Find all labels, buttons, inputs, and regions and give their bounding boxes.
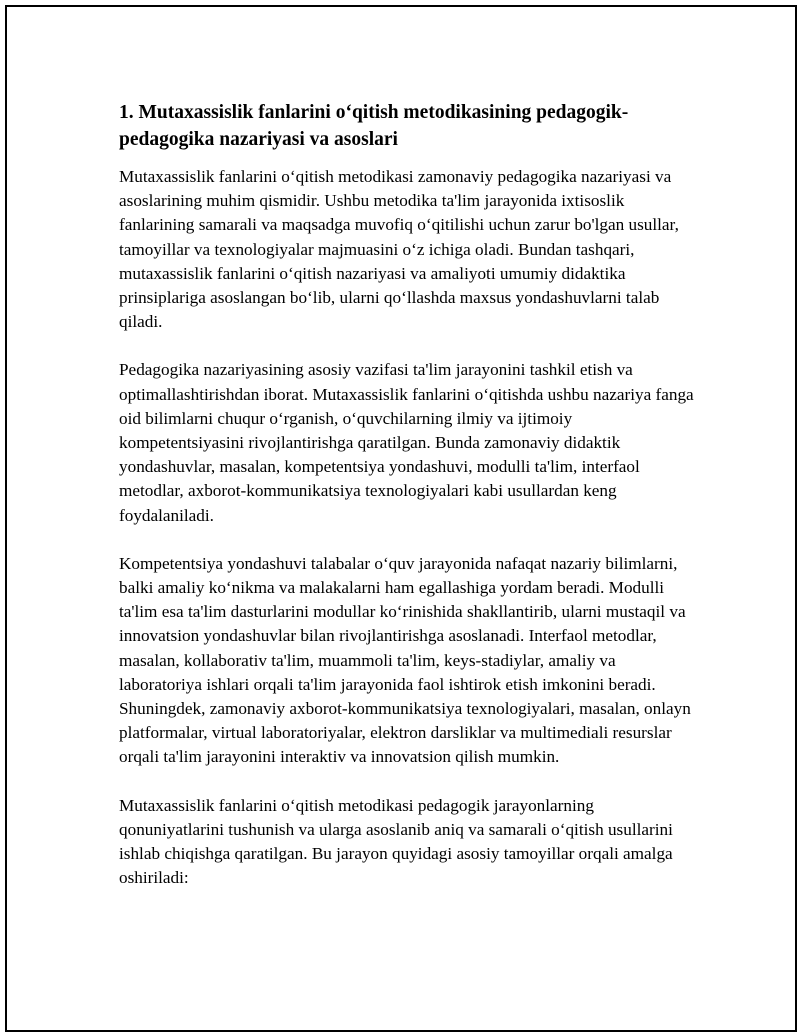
paragraph-3: Kompetentsiya yondashuvi talabalar o‘quv jarayonida nafaqat nazariy bilimlarni, balki amaliy ko‘nikma va malakalarni ham egallashiga yordam beradi. Modulli ta'lim esa ta'lim dasturlarini modullar ko‘rinishida shakllantirib, ularni mustaqil va innovatsion yondashuvlar bilan rivojlantirishga asoslanadi. Interfaol metodlar, masalan, kollaborativ ta'lim, muammoli ta'lim, keys-stadiylar, amaliy va laboratoriya ishlari orqali ta'lim jarayonida faol ishtirok etish imkonini beradi. Shuningdek, zamonaviy axborot-kommunikatsiya texnologiyalari, masalan, onlayn platformalar, virtual laboratoriyalar, elektron darsliklar va multimediali resurslar orqali ta'lim jarayonini interaktiv va innovatsion qilish mumkin. xyxy=(119,553,691,767)
document-page xyxy=(5,5,797,1032)
paragraph-1: Mutaxassislik fanlarini o‘qitish metodikasi zamonaviy pedagogika nazariyasi va asoslarining muhim qismidir. Ushbu metodika ta'lim jarayonida ixtisoslik fanlarining samarali va maqsadga muvofiq o‘qitilishi uchun zarur bo'lgan usullar, tamoyillar va texnologiyalar majmuasini o‘z ichiga oladi. Bundan tashqari, mutaxassislik fanlarini o‘qitish nazariyasi va amaliyoti umumiy didaktika prinsiplariga asoslangan bo‘lib, ularni qo‘llashda maxsus yondashuvlarni talab qiladi. xyxy=(119,167,679,332)
paragraph-4: Mutaxassislik fanlarini o‘qitish metodikasi pedagogik jarayonlarning qonuniyatlarini tushunish va ularga asoslanib aniq va samarali o‘qitish usullarini ishlab chiqishga qaratilgan. Bu jarayon quyidagi asosiy tamoyillar orqali amalga oshiriladi: xyxy=(119,795,673,888)
paragraph-2: Pedagogika nazariyasining asosiy vazifasi ta'lim jarayonini tashkil etish va optimallashtirishdan iborat. Mutaxassislik fanlarini o‘qitishda ushbu nazariya fanga oid bilimlarni chuqur o‘rganish, o‘quvchilarning ilmiy va ijtimoiy kompetentsiyasini rivojlantirishga qaratilgan. Bunda zamonaviy didaktik yondashuvlar, masalan, kompetentsiya yondashuvi, modulli ta'lim, interfaol metodlar, axborot-kommunikatsiya texnologiyalari kabi usullardan keng foydalaniladi. xyxy=(119,360,694,525)
document-body xyxy=(119,99,699,914)
section-heading: 1. Mutaxassislik fanlarini o‘qitish metodikasining pedagogik-pedagogika nazariyasi va asoslari xyxy=(119,102,629,150)
